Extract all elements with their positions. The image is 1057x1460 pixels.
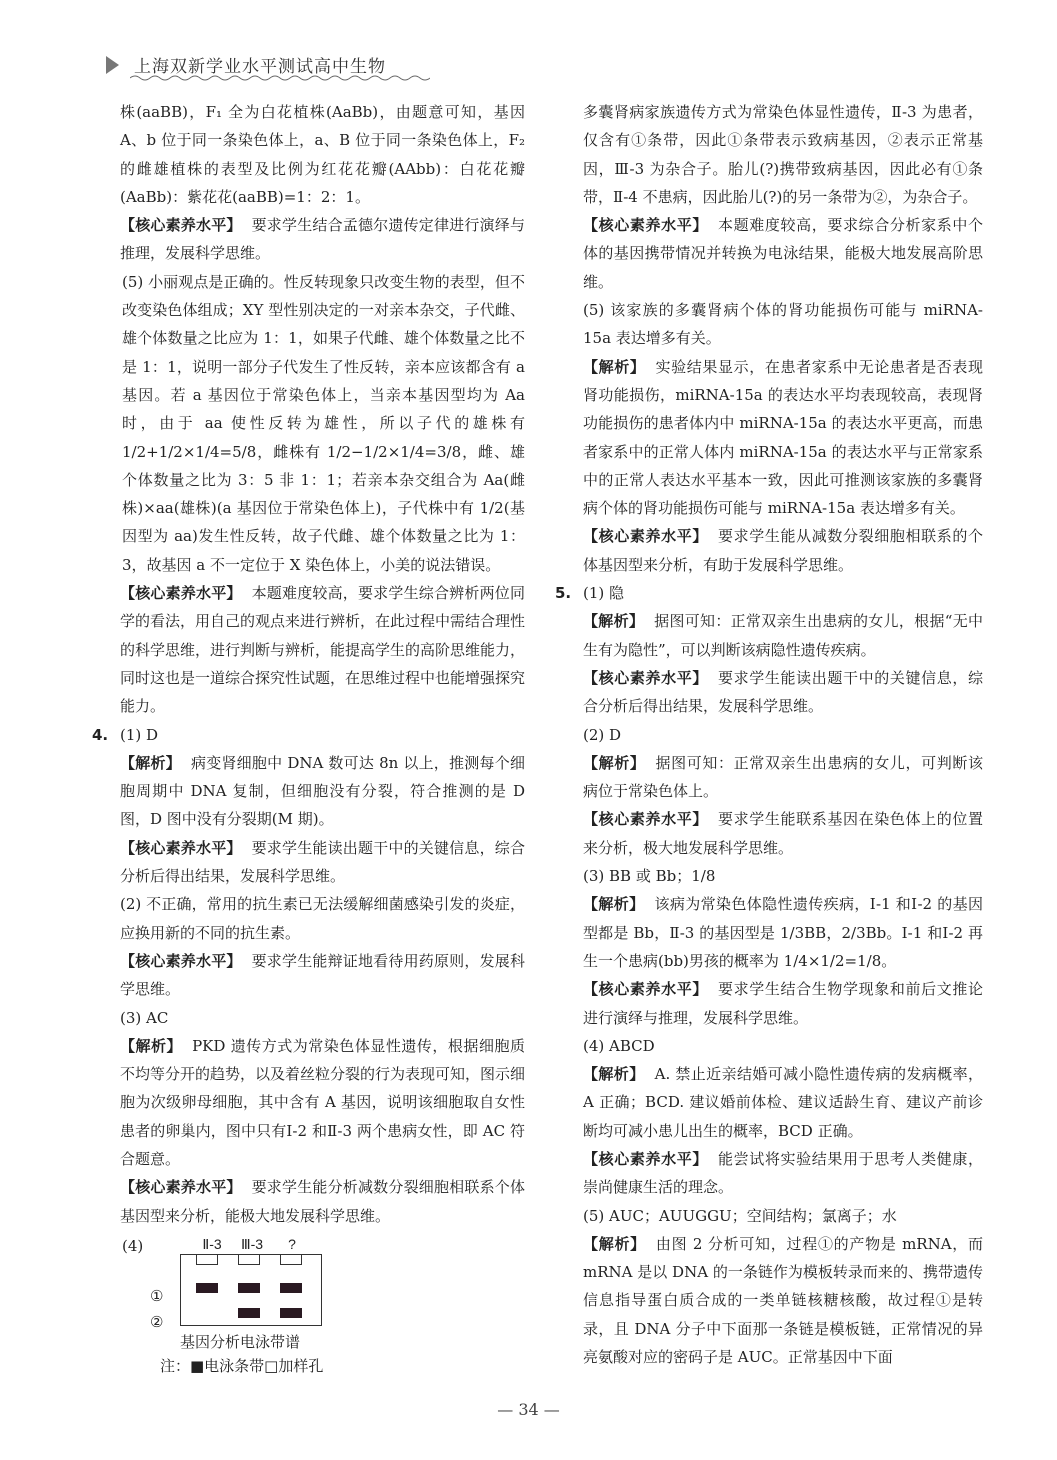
section-tag: 【核心素养水平】 <box>120 1178 242 1197</box>
paragraph <box>120 834 525 891</box>
paragraph-text: 能尝试将实验结果用于思考人类健康，崇尚健康生活的理念。 <box>583 1149 983 1197</box>
question-5 <box>555 579 983 607</box>
paragraph-text: 实验结果显示，在患者家系中无论患者是否表现肾功能损伤，miRNA-15a 的表达水平均表现较高，表现肾功能损伤的患者体内中 miRNA-15a 的表达水平更高，而患者家系中的正常人体内 miRNA-15a 的表达水平与正常家系中的正常人表达水平基本一致，因此可推测该家族的多囊肾病个体的肾功能损伤可能与 miRNA-15a 表达增多有关。 <box>583 357 983 518</box>
answer-line: (3) AC <box>120 1008 169 1027</box>
section-tag: 【解析】 <box>120 753 181 772</box>
paragraph <box>583 805 983 862</box>
figure-note: 注：■电泳条带□加样孔 <box>160 1356 324 1375</box>
section-tag: 【核心素养水平】 <box>583 810 708 829</box>
band <box>238 1308 260 1318</box>
paragraph <box>583 1060 983 1145</box>
answer-line: (2) D <box>583 725 622 744</box>
paragraph-text: 要求学生能辩证地看待用药原则，发展科学思维。 <box>120 951 525 999</box>
paragraph-text: A. 禁止近亲结婚可减小隐性遗传病的发病概率，A 正确；BCD. 建议婚前体检、建议适龄生育、建议产前诊断均可减小患儿出生的概率，BCD 正确。 <box>583 1065 983 1140</box>
section-tag: 【核心素养水平】 <box>120 584 242 603</box>
paragraph: 多囊肾病家族遗传方式为常染色体显性遗传，Ⅱ-3 为患者，仅含有①条带，因此①条带表示致病基因，②表示正常基因，Ⅲ-3 为杂合子。胎儿(?)携带致病基因，因此必有①条带，Ⅱ-4 不患病，因此胎儿(?)的另一条带为②，为杂合子。 <box>583 103 983 206</box>
paragraph-text: 据图可知：正常双亲生出患病的女儿，根据“无中生有为隐性”，可以判断该病隐性遗传疾病。 <box>583 612 983 659</box>
section-tag: 【解析】 <box>583 357 646 376</box>
paragraph-text: 要求学生结合孟德尔遗传定律进行演绎与推理，发展科学思维。 <box>120 216 525 263</box>
question-4 <box>92 721 525 749</box>
page-number: — 34 — <box>497 1400 560 1419</box>
paragraph <box>583 975 983 1032</box>
right-column <box>555 98 983 1371</box>
gel-box <box>180 1254 322 1326</box>
band <box>280 1283 302 1293</box>
left-column <box>92 98 526 1382</box>
paragraph <box>583 664 983 721</box>
paragraph-text: 要求学生能分析减数分裂细胞相联系个体基因型来分析，能极大地发展科学思维。 <box>120 1178 525 1225</box>
paragraph <box>120 749 525 834</box>
band <box>238 1283 260 1293</box>
paragraph-text: PKD 遗传方式为常染色体显性遗传，根据细胞质不均等分开的趋势，以及着丝粒分裂的行为表现可知，图示细胞为次级卵母细胞，其中含有 A 基因，说明该细胞取自女性患者的卵巢内，图中只有Ⅰ-2 和Ⅱ-3 两个患病女性，即 AC 符合题意。 <box>120 1036 526 1168</box>
paragraph <box>583 749 983 806</box>
paragraph-text: 要求学生结合生物学现象和前后文推论进行演绎与推理，发展科学思维。 <box>583 980 983 1027</box>
section-tag: 【解析】 <box>583 612 645 631</box>
paragraph <box>120 1173 525 1230</box>
paragraph: (5) 小丽观点是正确的。性反转现象只改变生物的表型，但不改变染色体组成；XY 型性别决定的一对亲本杂交，子代雌、雄个体数量之比应为 1：1，如果子代雌、雄个体数量之比不是 1：1，说明一部分子代发生了性反转，亲本应该都含有 a 基因。若 a 基因位于常染色体上，当亲本基因型均为 Aa 时，由于 aa 使性反转为雄性，所以子代的雄株有 1/2+1/2×1/4=5/8，雌株有 1/2−1/2×1/4=3/8，雌、雄个体数量之比为 3：5 非 1：1；若亲本杂交组合为 Aa(雌株)×aa(雄株)(a 基因位于常染色体上)，子代株中有 1/2(基因型为 aa)发生性反转，故子代雌、雄个体数量之比为 1：3，故基因 a 不一定位于 X 染色体上，小美的说法错误。 <box>122 272 525 574</box>
paragraph <box>120 947 525 1004</box>
question-number: 4. <box>92 725 109 744</box>
band-row-label: ① <box>150 1286 164 1305</box>
sample-well <box>280 1254 302 1265</box>
section-tag: 【解析】 <box>120 1036 183 1055</box>
electrophoresis-figure <box>120 1232 525 1382</box>
section-tag: 【核心素养水平】 <box>583 1149 708 1168</box>
paragraph-text: 要求学生能联系基因在染色体上的位置来分析，极大地发展科学思维。 <box>583 810 983 857</box>
paragraph <box>583 211 983 296</box>
paragraph-text: 要求学生能读出题干中的关键信息，综合分析后得出结果，发展科学思维。 <box>120 838 525 886</box>
header-underline <box>130 74 430 82</box>
section-tag: 【核心素养水平】 <box>120 838 242 857</box>
paragraph <box>583 522 983 579</box>
answer-line: (5) 该家族的多囊肾病个体的肾功能损伤可能与 miRNA-15a 表达增多有关。 <box>583 301 983 348</box>
section-tag: 【核心素养水平】 <box>120 216 242 235</box>
paragraph <box>583 607 983 664</box>
book-title: 上海双新学业水平测试高中生物 <box>134 57 386 77</box>
section-tag: 【核心素养水平】 <box>583 980 708 999</box>
paragraph <box>583 1145 983 1202</box>
answer-line: (1) 隐 <box>583 584 625 603</box>
paragraph <box>120 579 525 720</box>
paragraph-text: 本题难度较高，要求综合分析家系中个体的基因携带情况并转换为电泳结果，能极大地发展高阶思维。 <box>583 216 983 291</box>
answer-number: (4) <box>122 1236 144 1255</box>
triangle-marker-icon <box>106 56 119 74</box>
paragraph-text: 该病为常染色体隐性遗传疾病，Ⅰ-1 和Ⅰ-2 的基因型都是 Bb，Ⅱ-3 的基因型是 1/3BB，2/3Bb。Ⅰ-1 和Ⅰ-2 再生一个患病(bb)男孩的概率为 1/4×1/2=1/8。 <box>583 895 983 970</box>
paragraph <box>583 1230 983 1371</box>
paragraph-text: 本题难度较高，要求学生综合辨析两位同学的看法，用自己的观点来进行辨析，在此过程中需结合理性的科学思维，进行判断与辨析，能提高学生的高阶思维能力，同时这也是一道综合探究性试题，在思维过程中也能增强探究能力。 <box>120 584 526 716</box>
paragraph-text: 病变肾细胞中 DNA 数可达 8n 以上，推测每个细胞周期中 DNA 复制，但细胞没有分裂，符合推测的是 D 图，D 图中没有分裂期(M 期)。 <box>120 753 525 829</box>
lane-label: Ⅲ-3 <box>240 1235 264 1252</box>
paragraph-text: 由图 2 分析可知，过程①的产物是 mRNA，而 mRNA 是以 DNA 的一条链作为模板转录而来的、携带遗传信息指导蛋白质合成的一类单链核糖核酸，故过程①是转录，且 DNA 分子中下面那一条链是模板链，正常情况的异亮氨酸对应的密码子是 AUC。正常基因中下面 <box>583 1234 983 1367</box>
paragraph: 株(aaBB)，F₁ 全为白花植株(AaBb)，由题意可知，基因A、b 位于同一条染色体上，a、B 位于同一条染色体上，F₂ 的雌雄植株的表型及比例为红花花瓣(AAbb)：白花花瓣(AaBb)：紫花花(aaBB)=1：2：1。 <box>120 103 525 206</box>
section-tag: 【核心素养水平】 <box>583 527 708 546</box>
section-tag: 【核心素养水平】 <box>583 216 708 235</box>
answer-line: (2) 不正确，常用的抗生素已无法缓解细菌感染引发的炎症，应换用新的不同的抗生素。 <box>120 895 525 942</box>
section-tag: 【解析】 <box>583 895 645 914</box>
band <box>196 1283 218 1293</box>
answer-line: (1) D <box>120 725 159 744</box>
paragraph <box>583 890 983 975</box>
paragraph-text: 据图可知：正常双亲生出患病的女儿，可判断该病位于常染色体上。 <box>583 753 983 801</box>
lane-label: Ⅱ-3 <box>202 1235 222 1252</box>
paragraph-text: 要求学生能读出题干中的关键信息，综合分析后得出结果，发展科学思维。 <box>583 668 983 716</box>
question-number: 5. <box>555 584 572 603</box>
paragraph <box>583 353 983 523</box>
answer-line: (4) ABCD <box>583 1036 655 1055</box>
section-tag: 【解析】 <box>583 1234 646 1253</box>
section-tag: 【解析】 <box>583 1065 645 1084</box>
answer-line: (5) AUC；AUUGGU；空间结构；氯离子；水 <box>583 1206 897 1225</box>
page-header <box>106 50 446 80</box>
section-tag: 【核心素养水平】 <box>583 668 708 687</box>
lane-label: ? <box>288 1235 296 1252</box>
paragraph-text: 要求学生能从减数分裂细胞相联系的个体基因型来分析，有助于发展科学思维。 <box>583 527 983 574</box>
band-row-label: ② <box>150 1312 164 1331</box>
answer-line: (3) BB 或 Bb；1/8 <box>583 867 716 886</box>
sample-well <box>238 1254 260 1265</box>
section-tag: 【核心素养水平】 <box>120 951 242 970</box>
band <box>280 1308 302 1318</box>
paragraph <box>120 1032 525 1173</box>
figure-caption: 基因分析电泳带谱 <box>180 1332 301 1351</box>
paragraph <box>120 211 525 268</box>
sample-well <box>196 1254 218 1265</box>
section-tag: 【解析】 <box>583 753 646 772</box>
